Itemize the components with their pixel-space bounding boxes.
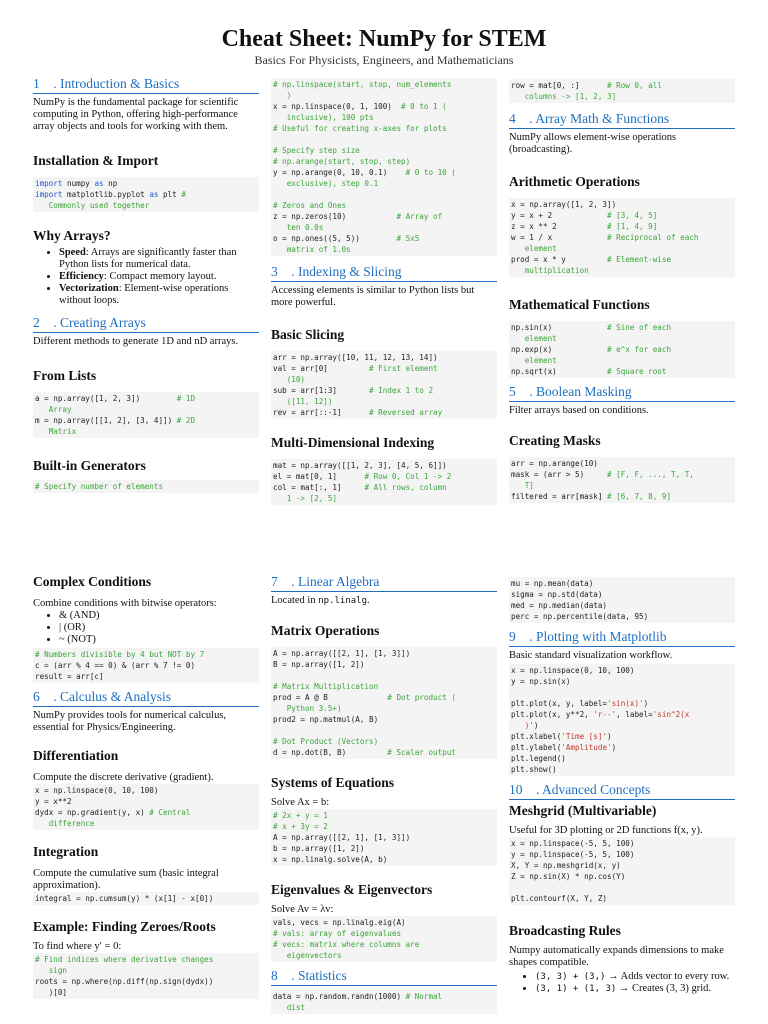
statistics-code — [271, 990, 497, 1014]
broadcasting-shape: (3, 1) + (1, 3) — [535, 984, 617, 994]
arithmetic-code — [509, 198, 735, 277]
code-token: x = np.linspace(0, 10, 100) y = np.sin(x) plt.plot(x, y, label= — [511, 666, 635, 708]
statistics-code-cont — [509, 577, 735, 623]
operator-item: • ~ (NOT) — [59, 634, 259, 646]
code-token: A = np.array([[2, 1], [1, 3]]) b = np.array([1, 2]) x = np.linalg.solve(A, b) — [273, 833, 411, 864]
code-token: A = np.array([[2, 1], [1, 3]]) B = np.array([1, 2]) — [273, 649, 411, 669]
install-heading: Installation & Import — [33, 153, 159, 168]
code-token: 'Amplitude' — [561, 743, 612, 752]
code-token: # First element (10) — [286, 364, 438, 384]
code-token: prod = x * y — [511, 255, 566, 264]
complex-conditions-intro: Combine conditions with bitwise operators: — [33, 598, 217, 609]
code-token: ) plt.plot(x, y**2, — [511, 699, 649, 719]
code-token: # Find indices where derivative changes sign — [35, 955, 214, 975]
code-token: mu = np.mean(data) sigma = np.std(data) med = np.median(data) perc = np.percentile(data, 95) — [511, 579, 649, 621]
arithmetic-heading: Arithmetic Operations — [509, 174, 640, 189]
section-7-heading: 7 . Linear Algebra — [271, 574, 497, 592]
section-1-intro: NumPy is the fundamental package for scientific computing in Python, offering high-performance array objects and tools for working with them. — [33, 97, 239, 132]
why-arrays-heading: Why Arrays? — [33, 228, 111, 243]
code-token: # Row 0, all columns -> [1, 2, 3] — [524, 81, 662, 101]
eigen-code — [271, 916, 497, 962]
why-item-term: Vectorization — [59, 283, 119, 294]
code-token: arr = np.array([10, 11, 12, 13, 14]) val = arr[0] — [273, 353, 438, 373]
code-token: # Useful for creating x-axes for plots # Specify step size # np.arange(start, stop, step) — [273, 124, 447, 166]
why-item-term: Speed — [59, 247, 86, 258]
code-token: d = np.dot(B, B) — [273, 748, 347, 757]
code-token: row = mat[0, :] — [511, 81, 608, 90]
matrix-operations-code — [271, 647, 497, 759]
code-token: roots = np.where(np.diff(np.sign(dydx)) )[0] — [35, 977, 214, 997]
code-token: # [1, 4, 9] — [607, 222, 658, 231]
code-token: # Numbers divisible by 4 but NOT by 7 — [35, 650, 205, 659]
generators-code — [271, 78, 497, 256]
code-token: import — [35, 179, 63, 188]
page-subtitle: Basics For Physicists, Engineers, and Mathematicians — [254, 53, 514, 67]
why-item — [59, 247, 259, 271]
why-item-text: : Arrays are significantly faster than Python lists for numerical data. — [59, 247, 237, 270]
install-code — [33, 177, 259, 212]
code-token: # Commonly used together — [48, 190, 186, 210]
code-token: x = np.linspace(0, 1, 100) — [273, 102, 392, 111]
top-column-1 — [33, 76, 259, 493]
code-token: x = np.array([1, 2, 3]) y = x + 2 — [511, 200, 617, 220]
section-8-heading: 8 . Statistics — [271, 968, 497, 986]
code-token: # Index 1 to 2 ([11, 12]) — [286, 386, 434, 406]
bottom-column-3 — [509, 577, 735, 995]
section-6-intro: NumPy provides tools for numerical calculus, essential for Physics/Engineering. — [33, 710, 227, 733]
code-token: # Normal dist — [286, 992, 443, 1012]
code-token: ) plt.legend() plt.show() — [511, 743, 617, 774]
code-token: # Element-wise multiplication — [524, 255, 672, 275]
code-token: data = np.random.randn(1000) — [273, 992, 406, 1001]
code-token: np.sqrt(x) — [511, 367, 557, 376]
code-token: arr = np.arange(10) mask = (arr > 5) — [511, 459, 598, 479]
code-token: vals, vecs = np.linalg.eig(A) — [273, 918, 406, 927]
code-token: # Sine of each element — [524, 323, 672, 343]
row-code — [509, 79, 735, 103]
code-token: ) plt.xlabel( — [511, 721, 562, 741]
bottom-column-2 — [271, 574, 497, 1014]
section-5-heading: 5 . Boolean Masking — [509, 384, 735, 402]
code-token: x = np.linspace(0, 10, 100) y = x**2 dydx = np.gradient(y, x) — [35, 786, 159, 817]
code-token: # 0 to 1 ( inclusive), 100 pts — [286, 102, 447, 122]
section-7-intro — [271, 595, 497, 607]
meshgrid-text: Useful for 3D plotting or 2D functions f(x, y). — [509, 825, 703, 836]
code-token: 'sin(x)' — [607, 699, 644, 708]
multi-indexing-heading: Multi-Dimensional Indexing — [271, 435, 435, 450]
meshgrid-heading: Meshgrid (Multivariable) — [509, 803, 657, 818]
code-token: np.exp(x) — [511, 345, 553, 354]
basic-slicing-code — [271, 351, 497, 419]
builtin-code — [33, 480, 259, 493]
why-item-text: : Compact memory layout. — [103, 271, 217, 282]
operator-item: • & (AND) — [59, 610, 259, 622]
code-token: 'r--' — [593, 710, 617, 719]
code-token: integral = np.cumsum(y) * (x[1] - x[0]) — [35, 894, 214, 903]
page-title: Cheat Sheet: NumPy for STEM — [221, 26, 547, 52]
code-token: import — [35, 190, 63, 199]
broadcasting-item — [535, 971, 735, 983]
code-token: as — [94, 179, 104, 188]
code-token: # 0 to 10 ( exclusive), step 0.1 — [286, 168, 456, 188]
code-token: sub = arr[1:3] — [273, 386, 338, 395]
builtin-heading: Built-in Generators — [33, 458, 146, 473]
section-9-heading: 9 . Plotting with Matplotlib — [509, 629, 735, 647]
meshgrid-code — [509, 837, 735, 905]
code-token: filtered = arr[mask] — [511, 492, 603, 501]
code-token: plt — [158, 190, 182, 199]
integration-heading: Integration — [33, 844, 99, 859]
finding-roots-code — [33, 953, 259, 999]
creating-masks-heading: Creating Masks — [509, 433, 601, 448]
broadcasting-result: → Creates (3, 3) grid. — [616, 983, 712, 994]
multi-indexing-code — [271, 459, 497, 505]
broadcasting-heading: Broadcasting Rules — [509, 923, 621, 938]
section-3-heading: 3 . Indexing & Slicing — [271, 264, 497, 282]
section-4-intro: NumPy allows element-wise operations (broadcasting). — [509, 132, 677, 155]
systems-code — [271, 809, 497, 866]
differentiation-code — [33, 784, 259, 830]
why-item-term: Efficiency — [59, 271, 104, 282]
why-arrays-list — [33, 247, 259, 307]
section-9-intro: Basic standard visualization workflow. — [509, 650, 673, 661]
code-token: # Square root — [607, 367, 667, 376]
code-token: # 2x + y = 1 # x + 3y = 2 — [273, 811, 328, 831]
top-column-2 — [271, 78, 497, 505]
section-2-heading: 2 . Creating Arrays — [33, 315, 259, 333]
integration-code — [33, 892, 259, 905]
code-token: # Dot Product (Vectors) — [273, 737, 379, 746]
code-token: # Specify number of elements — [35, 482, 164, 491]
section-4-heading: 4 . Array Math & Functions — [509, 111, 735, 129]
code-token: col = mat[:, 1] — [273, 483, 342, 492]
code-token: # vals: array of eigenvalues # vecs: matrix where columns are eigenvectors — [273, 929, 420, 960]
math-functions-heading: Mathematical Functions — [509, 297, 650, 312]
code-token: o = np.ones((5, 5)) — [273, 234, 360, 243]
integration-text: Compute the cumulative sum (basic integral approximation). — [33, 868, 219, 891]
code-token: mat = np.array([[1, 2, 3], [4, 5, 6]]) el = mat[0, 1] — [273, 461, 447, 481]
code-token: ) plt.ylabel( — [511, 732, 612, 752]
code-token: # [6, 7, 8, 9] — [607, 492, 672, 501]
finding-roots-heading: Example: Finding Zeroes/Roots — [33, 919, 216, 934]
plotting-code — [509, 664, 735, 776]
operator-item: • | (OR) — [59, 622, 259, 634]
code-token: # Dot product ( Python 3.5+) — [286, 693, 456, 713]
code-token: c = (arr % 4 == 0) & (arr % 7 != 0) result = arr[c] — [35, 661, 196, 681]
code-token: # Row 0, Col 1 -> 2 — [364, 472, 452, 481]
code-token: matplotlib.pyplot — [62, 190, 150, 199]
code-token: numpy — [62, 179, 95, 188]
section-5-intro: Filter arrays based on conditions. — [509, 405, 649, 416]
complex-conditions-code — [33, 648, 259, 683]
from-lists-code — [33, 392, 259, 438]
eigen-text: Solve Av = λv: — [271, 904, 334, 915]
code-token: x = np.linspace(-5, 5, 100) y = np.linspace(-5, 5, 100) X, Y = np.meshgrid(x, y) Z = np.sin(X) * np.cos(Y) plt.contourf(X, Y, Z) — [511, 839, 635, 903]
broadcasting-text: Numpy automatically expands dimensions to make shapes compatible. — [509, 945, 724, 968]
complex-conditions-heading: Complex Conditions — [33, 574, 152, 589]
code-token: a = np.array([1, 2, 3]) — [35, 394, 177, 403]
broadcasting-shape: (3, 3) + (3,) — [535, 972, 606, 982]
code-token: rev = arr[::-1] — [273, 408, 342, 417]
code-token: # [F, F, ..., T, T, T] — [524, 470, 694, 490]
code-token: m = np.array([[1, 2], [3, 4]]) — [35, 416, 173, 425]
code-token: # 1D Array — [48, 394, 196, 414]
creating-masks-code — [509, 457, 735, 503]
code-token: # 5x5 matrix of 1.0s — [286, 234, 420, 254]
code-token: prod2 = np.matmul(A, B) — [273, 715, 379, 724]
code-token: z = np.zeros(10) — [273, 212, 347, 221]
math-functions-code — [509, 321, 735, 378]
code-token: y = np.arange(0, 10, 0.1) — [273, 168, 388, 177]
why-item — [59, 283, 259, 307]
section-2-intro: Different methods to generate 1D and nD arrays. — [33, 336, 239, 347]
code-token: # Reversed array — [369, 408, 443, 417]
why-item-text: : Element-wise operations without loops. — [59, 283, 229, 306]
differentiation-text: Compute the discrete derivative (gradient). — [33, 772, 214, 783]
code-token: prod = A @ B — [273, 693, 328, 702]
code-token: # Scalar output — [387, 748, 456, 757]
why-item — [59, 271, 259, 283]
code-token: # Zeros and Ones — [273, 201, 347, 210]
bottom-column-1 — [33, 574, 259, 999]
broadcasting-list — [509, 971, 735, 995]
code-token: # Reciprocal of each element — [524, 233, 699, 253]
section-7-intro-end: . — [367, 595, 370, 606]
code-token: # e^x for each element — [524, 345, 672, 365]
code-token: # [3, 4, 5] — [607, 211, 658, 220]
code-token: as — [149, 190, 159, 199]
code-token: z = x ** 2 — [511, 222, 557, 231]
code-token: np — [108, 179, 118, 188]
broadcasting-result: → Adds vector to every row. — [605, 971, 730, 982]
code-token: # Central difference — [48, 808, 191, 828]
code-token: , label= — [616, 710, 653, 719]
systems-heading: Systems of Equations — [271, 775, 395, 790]
basic-slicing-heading: Basic Slicing — [271, 327, 345, 342]
code-token: 'Time [s]' — [561, 732, 608, 741]
code-token: # All rows, column 1 -> [2, 5] — [286, 483, 447, 503]
code-token: np.sin(x) — [511, 323, 608, 332]
section-7-intro-text: Located in — [271, 595, 319, 606]
code-token: # Matrix Multiplication — [273, 682, 379, 691]
section-3-intro: Accessing elements is similar to Python lists but more powerful. — [271, 285, 475, 308]
section-1-heading: 1 . Introduction & Basics — [33, 76, 259, 94]
broadcasting-item — [535, 983, 735, 995]
code-token: # 2D Matrix — [48, 416, 196, 436]
section-6-heading: 6 . Calculus & Analysis — [33, 689, 259, 707]
code-token: # np.linspace(start, stop, num_elements ) — [273, 80, 452, 100]
matrix-operations-heading: Matrix Operations — [271, 623, 380, 638]
top-column-3 — [509, 79, 735, 503]
eigen-heading: Eigenvalues & Eigenvectors — [271, 882, 433, 897]
systems-text: Solve Ax = b: — [271, 797, 330, 808]
section-10-heading: 10 . Advanced Concepts — [509, 782, 735, 800]
code-token: # Array of ten 0.0s — [286, 212, 443, 232]
code-token: w = 1 / x — [511, 233, 553, 242]
finding-roots-text: To find where y′ = 0: — [33, 941, 122, 952]
differentiation-heading: Differentiation — [33, 748, 119, 763]
linalg-module-name: np.linalg — [318, 596, 368, 606]
operator-list — [33, 610, 259, 646]
code-token: 'sin^2(x )' — [524, 710, 690, 730]
from-lists-heading: From Lists — [33, 368, 97, 383]
